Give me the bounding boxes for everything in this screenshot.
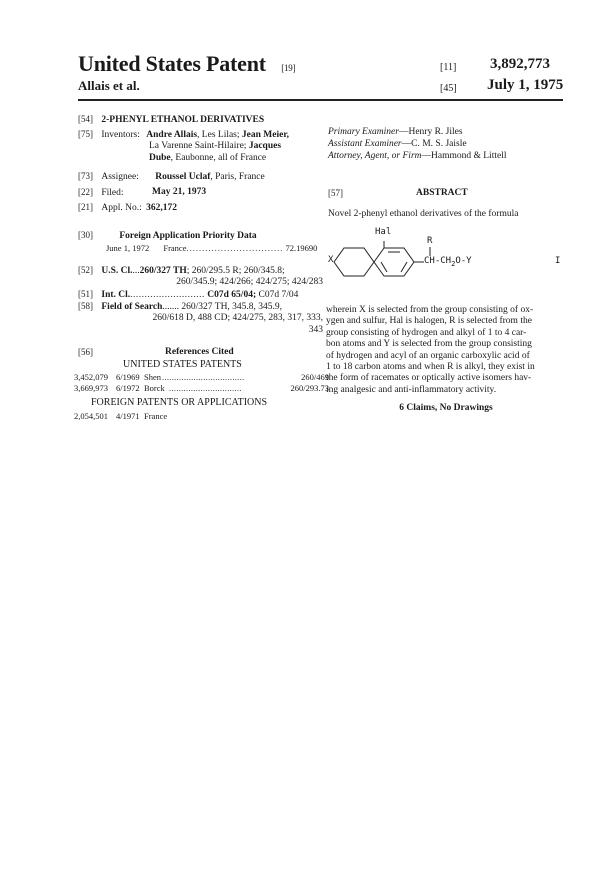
field-30: [30] Foreign Application Priority Data (78, 230, 257, 241)
formula-number: I (555, 256, 561, 266)
reference-row: 3,452,079 6/1969 Shen .................................. 260/469 (74, 372, 329, 382)
foreign-patents-heading: FOREIGN PATENTS OR APPLICATIONS (91, 397, 268, 408)
abstract-body (326, 305, 566, 396)
field-56: [56] References Cited (78, 347, 234, 357)
side-chain: $CH-CH_2O-Y$ (424, 256, 472, 268)
abstract-line: bon atoms and Y is selected from the group consisting (326, 339, 532, 350)
us-class-line-2: 260/345.9; 424/266; 424/275; 424/283 (176, 277, 323, 287)
abstract-line: of hydrogen and acyl of an organic carboxylic acid of (326, 350, 530, 361)
abstract-line: 1 to 18 carbon atoms and when R is alkyl, they exist in (326, 362, 535, 373)
abstract-line: ygen and sulfur, Hal is halogen, R is selected from the (326, 316, 532, 327)
chemical-formula (328, 229, 564, 299)
date-code: [45] (440, 83, 457, 94)
primary-examiner: Primary Examiner—Henry R. Jiles (328, 127, 463, 137)
title-code: [19] (281, 63, 296, 73)
patent-office-title: United States Patent [19] (78, 51, 296, 76)
authors: Allais et al. (78, 78, 140, 93)
field-22: [22] Filed: May 21, 1973 (78, 187, 207, 198)
priority-row: June 1, 1972 France............................... 72.19690 (106, 243, 318, 253)
field-75: [75] Inventors: Andre Allais, Les Lilas; Jean Meier, (78, 129, 290, 140)
reference-row: 3,669,973 6/1972 Borck .............................. 260/293.73 (74, 383, 329, 393)
patent-number: 3,892,773 (490, 56, 550, 72)
field-73: [73] Assignee: Roussel Uclaf, Paris, France (78, 171, 265, 182)
references-list (74, 372, 329, 394)
x-label: X (328, 255, 334, 265)
hal-label: Hal (375, 227, 392, 237)
field-21: [21] Appl. No.: 362,172 (78, 202, 177, 213)
header-rule (78, 99, 563, 101)
field-search-line-3: 343 (308, 325, 323, 335)
abstract-line: the form of racemates or optically active isomers hav- (326, 373, 532, 384)
claims-summary: 6 Claims, No Drawings (399, 403, 493, 413)
inventors-line-2: La Varenne Saint-Hilaire; Jacques (149, 141, 282, 151)
attorney: Attorney, Agent, or Firm—Hammond & Littell (328, 151, 507, 161)
field-52: [52] U.S. Cl....260/327 TH; 260/295.5 R; 260/345.8; (78, 265, 285, 276)
field-58: [58] Field of Search....... 260/327 TH, 345.8, 345.9, (78, 301, 283, 312)
field-51: [51] Int. Cl........................... C07d 65/04; C07d 7/04 (78, 289, 299, 300)
invention-title: 2-PHENYL ETHANOL DERIVATIVES (101, 115, 265, 125)
abstract-heading: ABSTRACT (416, 188, 468, 198)
abstract-header: [57] ABSTRACT (328, 188, 468, 198)
field-search-line-2: 260/618 D, 488 CD; 424/275, 283, 317, 333, (152, 313, 323, 323)
assistant-examiner: Assistant Examiner—C. M. S. Jaisle (328, 139, 467, 149)
foreign-reference-row: 2,054,501 4/1971 France (74, 411, 168, 421)
r-label: R (427, 236, 433, 246)
number-code: [11] (440, 62, 457, 73)
patent-date: July 1, 1975 (487, 77, 564, 93)
abstract-intro: Novel 2-phenyl ethanol derivatives of the formula (328, 209, 519, 219)
abstract-line: ing analgesic and anti-inflammatory activity. (326, 384, 497, 395)
field-54: [54] 2-PHENYL ETHANOL DERIVATIVES (78, 114, 265, 125)
us-patents-heading: UNITED STATES PATENTS (123, 359, 242, 370)
inventors-line-3: Dube, Eaubonne, all of France (149, 153, 267, 163)
abstract-line: wherein X is selected from the group consisting of ox- (326, 305, 534, 315)
abstract-line: group consisting of hydrogen and alkyl of 1 to 4 car- (326, 327, 527, 338)
